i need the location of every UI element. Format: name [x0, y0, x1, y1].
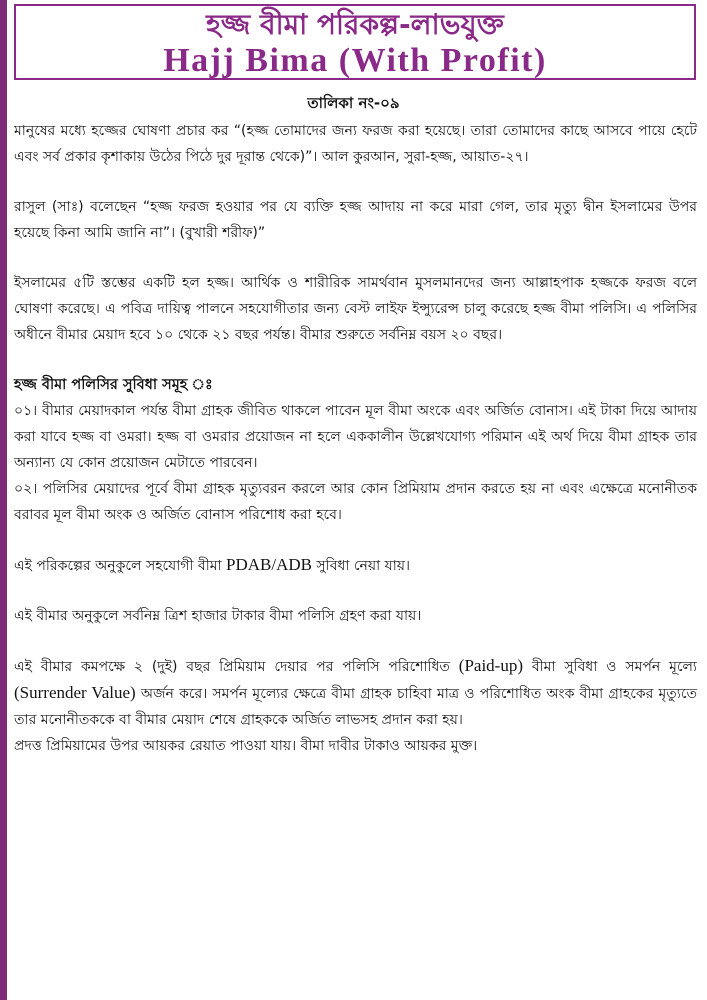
surrender-text-a: এই বীমার কমপক্ষে ২ (দুই) বছর প্রিমিয়াম দেয়ার পর পলিসি পরিশোধিত	[14, 659, 459, 675]
tax-benefit-paragraph: প্রদত্ত প্রিমিয়ামের উপর আয়কর রেয়াত পাওয়া যায়। বীমা দাবীর টাকাও আয়কর মুক্ত।	[14, 738, 478, 754]
paid-up-term: (Paid-up)	[458, 656, 523, 675]
surrender-text-c: বীমা সুবিধা ও সমর্পন মূল্যে	[523, 659, 697, 675]
rider-code: PDAB/ADB	[226, 555, 312, 574]
rider-benefit-paragraph	[14, 552, 697, 579]
surrender-text-e: অর্জন করে। সমর্পন মূল্যের ক্ষেত্রে বীমা গ্রাহক চাহিবা মাত্র ও পরিশোধিত অংক বীমা গ্রাহকের মৃত্যুতে তার মনোনীতককে বা বীমার মেয়াদ শেষে গ্রাহককে অর্জিত লাভসহ প্রদান করা হয়।	[14, 686, 697, 728]
rider-text-pre: এই পরিকল্পের অনুকুলে সহযোগী বীমা	[14, 558, 227, 574]
title-english: Hajj Bima (With Profit)	[163, 42, 547, 79]
policy-intro-paragraph: ইসলামের ৫টি স্তম্ভের একটি হল হজ্জ। আর্থিক ও শারীরিক সামর্থবান মুসলমানদের জন্য আল্লাহপাক হজ্জকে ফরজ বলে ঘোষণা করেছে। এ পবিত্র দায়িত্ব পালনে সহযোগীতার জন্য বেস্ট লাইফ ইন্স্যুরেন্স চালু করেছে হজ্জ বীমা পলিসি। এ পলিসির অধীনে বীমার মেয়াদ হবে ১০ থেকে ২১ বছর পর্যন্ত। বীমার শুরুতে সর্বনিম্ন বয়স ২০ বছর।	[14, 275, 697, 343]
left-edge-bar	[0, 0, 7, 1000]
minimum-sum-paragraph: এই বীমার অনুকুলে সর্বনিম্ন ত্রিশ হাজার টাকার বীমা পলিসি গ্রহণ করা যায়।	[14, 608, 422, 624]
hadith-paragraph: রাসুল (সাঃ) বলেছেন “হজ্জ ফরজ হওয়ার পর যে ব্যক্তি হজ্জ আদায় না করে মারা গেল, তার মৃত্যু দ্বীন ইসলামের উপর হয়েছে কিনা আমি জানি না”। (বুখারী শরীফ)”	[14, 199, 697, 241]
surrender-value-term: (Surrender Value)	[14, 683, 136, 702]
quran-verse-paragraph: মানুষের মধ্যে হজ্জের ঘোষণা প্রচার কর “(হজ্জ তোমাদের জন্য ফরজ করা হয়েছে। তারা তোমাদের কাছে আসবে পায়ে হেটে এবং সর্ব প্রকার কৃশাকায় উঠের পিঠে দুর দূরান্ত থেকে)”। আল কুরআন, সুরা-হজ্জ, আয়াত-২৭।	[14, 123, 697, 165]
benefit-item-1: ০১। বীমার মেয়াদকাল পর্যন্ত বীমা গ্রাহক জীবিত থাকলে পাবেন মূল বীমা অংকে এবং অর্জিত বোনাস। এই টাকা দিয়ে আদায় করা যাবে হজ্জ বা ওমরা। হজ্জ বা ওমরার প্রয়োজন না হলে এককালীন উল্লেখযোগ্য পরিমান এই অর্থ দিয়ে বীমা গ্রাহক তার অন্যান্য যে কোন প্রয়োজন মেটাতে পারবেন।	[14, 403, 697, 471]
document-body	[14, 118, 697, 759]
benefit-item-2: ০২। পলিসির মেয়াদের পূর্বে বীমা গ্রাহক মৃত্যুবরন করলে আর কোন প্রিমিয়াম প্রদান করতে হয় না এবং এক্ষেত্রে মনোনীতক বরাবর মূল বীমা অংক ও অর্জিত বোনাস পরিশোধ করা হবে।	[14, 481, 697, 523]
title-bengali: হজ্জ বীমা পরিকল্প-লাভযুক্ত	[206, 8, 504, 41]
rider-text-post: সুবিধা নেয়া যায়।	[311, 558, 411, 574]
benefits-heading: হজ্জ বীমা পলিসির সুবিধা সমূহ ঃ	[14, 377, 213, 393]
surrender-value-paragraph	[14, 653, 697, 733]
header-banner	[14, 4, 696, 80]
table-number: তালিকা নং-০৯	[307, 94, 400, 112]
